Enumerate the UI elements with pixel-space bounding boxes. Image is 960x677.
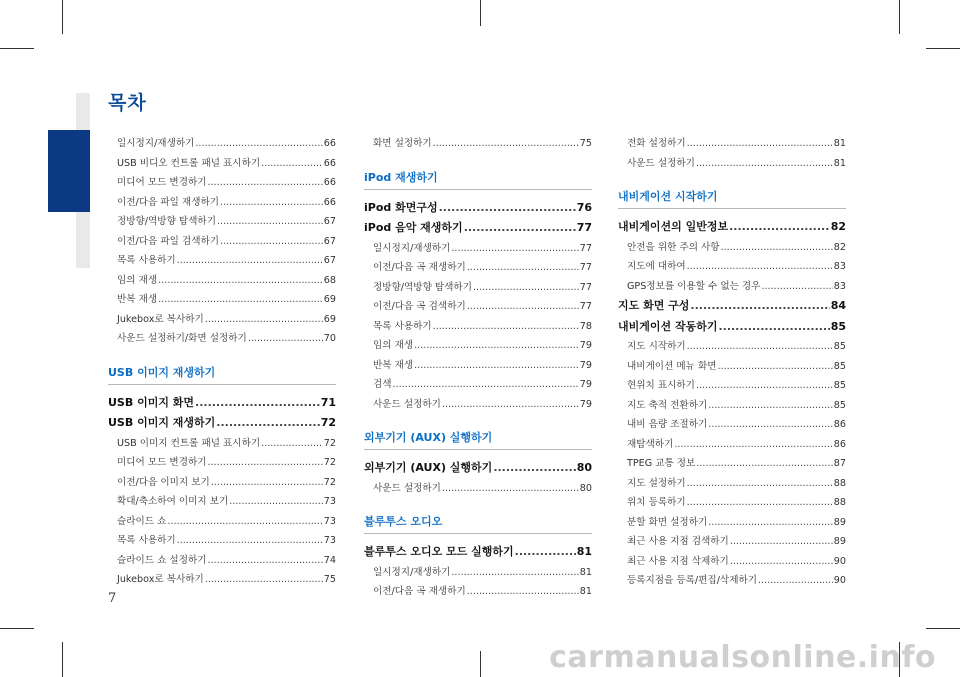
toc-entry-page: 78: [579, 320, 592, 332]
dot-leader: [451, 239, 578, 259]
toc-entry-label: 반복 재생: [373, 359, 414, 371]
toc-entry-label: 일시정지/재생하기: [373, 566, 451, 578]
toc-entry-page: 77: [579, 242, 592, 254]
toc-entry-label: 지도 화면 구성: [618, 299, 690, 312]
toc-main-entry[interactable]: [108, 393, 336, 414]
toc-column-2: [364, 134, 592, 602]
dot-leader: [248, 329, 323, 349]
toc-entry-page: 81: [833, 138, 846, 149]
dot-leader: [690, 296, 829, 317]
page-title: 목차: [108, 92, 147, 114]
toc-entry-label: 등록지점을 등록/편집/삭제하기: [627, 575, 757, 586]
toc-entry[interactable]: [618, 134, 846, 154]
toc-section-heading: iPod 재생하기: [364, 167, 592, 190]
toc-entry-label: 정방향/역방향 탐색하기: [373, 281, 472, 293]
toc-entry[interactable]: [108, 310, 336, 330]
dot-leader: [687, 337, 833, 357]
toc-entry-label: 일시정지/재생하기: [373, 242, 451, 254]
dot-leader: [708, 396, 833, 416]
toc-entry[interactable]: [618, 532, 846, 552]
toc-entry-label: 사운드 설정하기: [373, 482, 441, 494]
toc-entry[interactable]: [108, 329, 336, 349]
toc-section-heading: USB 이미지 재생하기: [108, 362, 336, 385]
toc-entry-label: 내비게이션 메뉴 화면: [627, 360, 717, 372]
toc-entry[interactable]: [108, 290, 336, 310]
toc-entry-label: 임의 재생: [117, 274, 158, 286]
dot-leader: [439, 198, 576, 219]
chapter-tab: [48, 130, 90, 212]
toc-entry-page: 84: [830, 299, 846, 312]
toc-entry-label: 미디어 모드 변경하기: [117, 177, 207, 188]
toc-entry-page: 72: [320, 416, 336, 429]
toc-entry-label: USB 이미지 컨트롤 패널 표시하기: [117, 437, 261, 449]
dot-leader: [730, 532, 833, 552]
dot-leader: [229, 492, 323, 512]
toc-entry-label: 사운드 설정하기/화면 설정하기: [117, 333, 247, 344]
toc-entry-page: 73: [323, 535, 336, 546]
toc-main-entry[interactable]: [364, 218, 592, 239]
page-number: 7: [108, 591, 117, 606]
dot-leader: [208, 551, 323, 571]
toc-entry-label: 전화 설정하기: [627, 138, 686, 149]
toc-entry[interactable]: [364, 336, 592, 356]
toc-entry-label: iPod 음악 재생하기: [364, 221, 463, 234]
dot-leader: [208, 173, 323, 193]
toc-entry-label: 슬라이드 쇼 설정하기: [117, 554, 207, 566]
toc-entry[interactable]: [618, 454, 846, 474]
toc-entry-page: 75: [323, 574, 336, 585]
toc-entry-label: 사운드 설정하기: [627, 157, 695, 169]
toc-entry-page: 79: [579, 379, 592, 390]
dot-leader: [261, 154, 323, 174]
toc-entry-page: 85: [833, 341, 846, 352]
toc-entry-page: 89: [833, 516, 846, 528]
dot-leader: [211, 473, 323, 493]
dot-leader: [177, 531, 323, 551]
dot-leader: [473, 278, 579, 298]
toc-entry[interactable]: [364, 395, 592, 415]
toc-entry-label: USB 비디오 컨트롤 패널 표시하기: [117, 157, 261, 169]
toc-entry-label: 외부기기 (AUX) 실행하기: [364, 461, 493, 474]
toc-entry-page: 81: [576, 545, 592, 558]
toc-entry-page: 71: [320, 395, 336, 409]
dot-leader: [758, 571, 833, 591]
toc-entry-page: 66: [323, 196, 336, 208]
watermark: carmanualsonline.info: [549, 640, 936, 675]
toc-entry-page: 73: [323, 496, 336, 507]
toc-entry-page: 81: [579, 586, 592, 597]
toc-entry-page: 81: [833, 157, 846, 169]
dot-leader: [730, 552, 833, 572]
toc-entry-label: Jukebox로 복사하기: [117, 313, 204, 325]
toc-entry-page: 66: [323, 138, 336, 149]
toc-entry[interactable]: [108, 551, 336, 571]
toc-entry-page: 69: [323, 313, 336, 325]
toc-entry[interactable]: [618, 277, 846, 297]
dot-leader: [687, 474, 833, 494]
toc-entry-label: 이전/다음 파일 재생하기: [117, 196, 220, 208]
toc-entry-page: 88: [833, 477, 846, 489]
dot-leader: [708, 415, 833, 435]
dot-leader: [177, 251, 323, 271]
toc-section-heading: 블루투스 오디오: [364, 511, 592, 534]
toc-entry[interactable]: [364, 317, 592, 337]
toc-entry-label: 이전/다음 파일 검색하기: [117, 235, 220, 247]
toc-entry[interactable]: [364, 297, 592, 317]
toc-entry-label: 목록 사용하기: [117, 535, 176, 546]
toc-entry-label: 분할 화면 설정하기: [627, 516, 708, 528]
toc-entry[interactable]: [108, 570, 336, 590]
toc-entry[interactable]: [364, 582, 592, 602]
toc-entry-page: 66: [323, 157, 336, 169]
toc-entry-page: 82: [833, 241, 846, 253]
toc-entry-label: 이전/다음 곡 재생하기: [373, 586, 466, 597]
toc-entry[interactable]: [618, 571, 846, 591]
toc-entry-page: 67: [323, 216, 336, 227]
dot-leader: [158, 271, 323, 291]
toc-entry-label: TPEG 교통 정보: [627, 458, 696, 469]
dot-leader: [696, 154, 833, 174]
toc-main-entry[interactable]: [618, 296, 846, 317]
toc-main-entry[interactable]: [108, 413, 336, 434]
toc-entry[interactable]: [364, 239, 592, 259]
toc-entry[interactable]: [618, 435, 846, 455]
dot-leader: [515, 542, 576, 563]
dot-leader: [195, 134, 322, 154]
dot-leader: [414, 336, 579, 356]
toc-entry[interactable]: [364, 563, 592, 583]
toc-entry-label: 목록 사용하기: [373, 320, 432, 332]
toc-entry-label: 일시정지/재생하기: [117, 138, 195, 149]
crop-mark: [480, 0, 481, 26]
toc-entry-label: 반복 재생: [117, 294, 158, 305]
dot-leader: [687, 493, 833, 513]
dot-leader: [729, 217, 830, 238]
toc-main-entry[interactable]: [364, 458, 592, 479]
toc-entry-label: 이전/다음 이미지 보기: [117, 476, 210, 488]
toc-entry-label: 이전/다음 곡 검색하기: [373, 301, 466, 312]
crop-mark: [62, 0, 63, 34]
toc-entry[interactable]: [618, 257, 846, 277]
toc-entry-page: 86: [833, 419, 846, 430]
toc-entry[interactable]: [108, 531, 336, 551]
toc-main-entry[interactable]: [618, 317, 846, 338]
toc-entry-label: 미디어 모드 변경하기: [117, 457, 207, 468]
dot-leader: [393, 375, 579, 395]
toc-entry[interactable]: [364, 356, 592, 376]
toc-entry-label: 검색: [373, 379, 392, 390]
dot-leader: [721, 238, 833, 258]
toc-entry-page: 77: [576, 221, 592, 234]
toc-entry-page: 68: [323, 274, 336, 286]
dot-leader: [442, 395, 579, 415]
toc-entry-page: 79: [579, 340, 592, 351]
toc-entry[interactable]: [618, 552, 846, 572]
toc-entry[interactable]: [108, 173, 336, 193]
toc-entry[interactable]: [618, 357, 846, 377]
toc-entry-page: 85: [830, 319, 846, 333]
toc-entry[interactable]: [108, 154, 336, 174]
toc-entry-page: 89: [833, 536, 846, 547]
toc-entry-label: 현위치 표시하기: [627, 380, 695, 391]
toc-entry-label: 지도에 대하여: [627, 261, 686, 272]
toc-entry-label: 슬라이드 쇼: [117, 515, 167, 527]
toc-entry[interactable]: [108, 271, 336, 291]
toc-entry-page: 90: [833, 575, 846, 586]
toc-entry[interactable]: [108, 232, 336, 252]
dot-leader: [167, 512, 322, 532]
dot-leader: [687, 257, 833, 277]
toc-entry-label: GPS정보를 이용할 수 없는 경우: [627, 280, 761, 292]
toc-entry-page: 77: [579, 281, 592, 293]
toc-entry-label: iPod 화면구성: [364, 200, 438, 214]
toc-entry-page: 86: [833, 438, 846, 450]
toc-entry-page: 66: [323, 177, 336, 188]
toc-entry-label: 최근 사용 지점 삭제하기: [627, 555, 729, 567]
toc-entry-label: 정방향/역방향 탐색하기: [117, 216, 216, 227]
toc-entry[interactable]: [618, 513, 846, 533]
toc-main-entry[interactable]: [364, 542, 592, 563]
toc-entry[interactable]: [364, 258, 592, 278]
dot-leader: [467, 582, 579, 602]
crop-mark: [0, 48, 34, 49]
dot-leader: [158, 290, 323, 310]
dot-leader: [696, 454, 832, 474]
toc-entry-page: 77: [579, 301, 592, 312]
toc-entry-page: 81: [579, 566, 592, 578]
toc-main-entry[interactable]: [618, 217, 846, 238]
toc-entry-label: 사운드 설정하기: [373, 398, 441, 410]
toc-section-heading: 외부기기 (AUX) 실행하기: [364, 427, 592, 450]
toc-entry[interactable]: [618, 154, 846, 174]
toc-entry[interactable]: [364, 134, 592, 154]
toc-entry-label: 임의 재생: [373, 340, 414, 351]
toc-column-1: [108, 134, 336, 590]
toc-entry[interactable]: [108, 453, 336, 473]
toc-entry-page: 80: [576, 461, 592, 474]
toc-entry-page: 88: [833, 497, 846, 508]
toc-entry[interactable]: [108, 134, 336, 154]
dot-leader: [261, 434, 323, 454]
dot-leader: [464, 218, 576, 239]
toc-entry[interactable]: [364, 278, 592, 298]
toc-entry[interactable]: [618, 493, 846, 513]
dot-leader: [467, 297, 579, 317]
toc-entry-page: 90: [833, 555, 846, 567]
toc-entry-label: 블루투스 오디오 모드 실행하기: [364, 545, 514, 558]
dot-leader: [220, 193, 323, 213]
dot-leader: [451, 563, 578, 583]
dot-leader: [467, 258, 579, 278]
toc-entry-label: 지도 설정하기: [627, 477, 686, 489]
toc-entry-page: 72: [323, 437, 336, 449]
toc-entry-page: 69: [323, 294, 336, 305]
toc-entry[interactable]: [108, 512, 336, 532]
toc-entry-page: 76: [576, 200, 592, 214]
crop-mark: [926, 48, 960, 49]
toc-entry-label: 내비게이션의 일반정보: [618, 220, 729, 233]
dot-leader: [442, 479, 579, 499]
crop-mark: [0, 628, 34, 629]
dot-leader: [208, 453, 323, 473]
toc-entry-page: 72: [323, 457, 336, 468]
toc-entry-label: 목록 사용하기: [117, 255, 176, 266]
toc-entry-page: 73: [323, 515, 336, 527]
toc-column-3: [618, 134, 846, 591]
toc-entry[interactable]: [108, 251, 336, 271]
toc-section-heading: 내비게이션 시작하기: [618, 186, 846, 209]
toc-entry-label: 화면 설정하기: [373, 138, 432, 149]
dot-leader: [761, 277, 832, 297]
dot-leader: [217, 212, 323, 232]
crop-mark: [480, 651, 481, 677]
toc-entry-page: 74: [323, 554, 336, 566]
toc-entry-page: 70: [323, 333, 336, 344]
toc-entry[interactable]: [618, 238, 846, 258]
dot-leader: [414, 356, 579, 376]
toc-entry[interactable]: [364, 375, 592, 395]
toc-entry[interactable]: [108, 212, 336, 232]
toc-entry-label: USB 이미지 화면: [108, 395, 195, 409]
toc-entry-page: 67: [323, 255, 336, 266]
crop-mark: [926, 628, 960, 629]
dot-leader: [220, 232, 323, 252]
toc-entry[interactable]: [108, 434, 336, 454]
toc-entry[interactable]: [364, 479, 592, 499]
toc-entry[interactable]: [108, 492, 336, 512]
dot-leader: [433, 317, 579, 337]
toc-entry[interactable]: [618, 415, 846, 435]
dot-leader: [696, 376, 833, 396]
dot-leader: [205, 570, 323, 590]
toc-entry-label: 이전/다음 곡 재생하기: [373, 262, 466, 273]
dot-leader: [433, 134, 579, 154]
toc-entry-page: 72: [323, 476, 336, 488]
toc-entry-label: 최근 사용 지점 검색하기: [627, 536, 729, 547]
toc-entry-label: 안전을 위한 주의 사항: [627, 241, 720, 253]
toc-entry[interactable]: [618, 337, 846, 357]
toc-entry-page: 83: [833, 280, 846, 292]
toc-main-entry[interactable]: [364, 198, 592, 219]
toc-entry[interactable]: [108, 193, 336, 213]
toc-entry[interactable]: [108, 473, 336, 493]
toc-entry-label: 지도 축적 전환하기: [627, 399, 708, 411]
toc-entry-page: 82: [830, 220, 846, 233]
dot-leader: [687, 134, 833, 154]
toc-entry-label: 위치 등록하기: [627, 497, 686, 508]
toc-entry[interactable]: [618, 474, 846, 494]
crop-mark: [62, 642, 63, 677]
toc-entry-page: 80: [579, 482, 592, 494]
dot-leader: [708, 513, 833, 533]
toc-entry-label: 지도 시작하기: [627, 341, 686, 352]
toc-entry-label: Jukebox로 복사하기: [117, 574, 204, 585]
dot-leader: [718, 317, 829, 338]
dot-leader: [195, 393, 320, 414]
toc-entry-label: 재탐색하기: [627, 438, 674, 450]
toc-entry[interactable]: [618, 376, 846, 396]
toc-entry-label: 내비게이션 작동하기: [618, 319, 718, 333]
toc-entry-page: 83: [833, 261, 846, 272]
toc-entry-label: 내비 음량 조절하기: [627, 419, 708, 430]
toc-entry[interactable]: [618, 396, 846, 416]
dot-leader: [205, 310, 323, 330]
toc-entry-page: 79: [579, 398, 592, 410]
toc-entry-page: 85: [833, 360, 846, 372]
dot-leader: [493, 458, 575, 479]
toc-entry-label: 확대/축소하여 이미지 보기: [117, 496, 229, 507]
toc-entry-page: 77: [579, 262, 592, 273]
toc-entry-page: 67: [323, 235, 336, 247]
dot-leader: [674, 435, 832, 455]
toc-entry-label: USB 이미지 재생하기: [108, 416, 216, 429]
dot-leader: [216, 413, 319, 434]
toc-entry-page: 85: [833, 399, 846, 411]
toc-entry-page: 85: [833, 380, 846, 391]
toc-entry-page: 75: [579, 138, 592, 149]
toc-entry-page: 87: [833, 458, 846, 469]
dot-leader: [718, 357, 833, 377]
toc-entry-page: 79: [579, 359, 592, 371]
crop-mark: [899, 0, 900, 34]
